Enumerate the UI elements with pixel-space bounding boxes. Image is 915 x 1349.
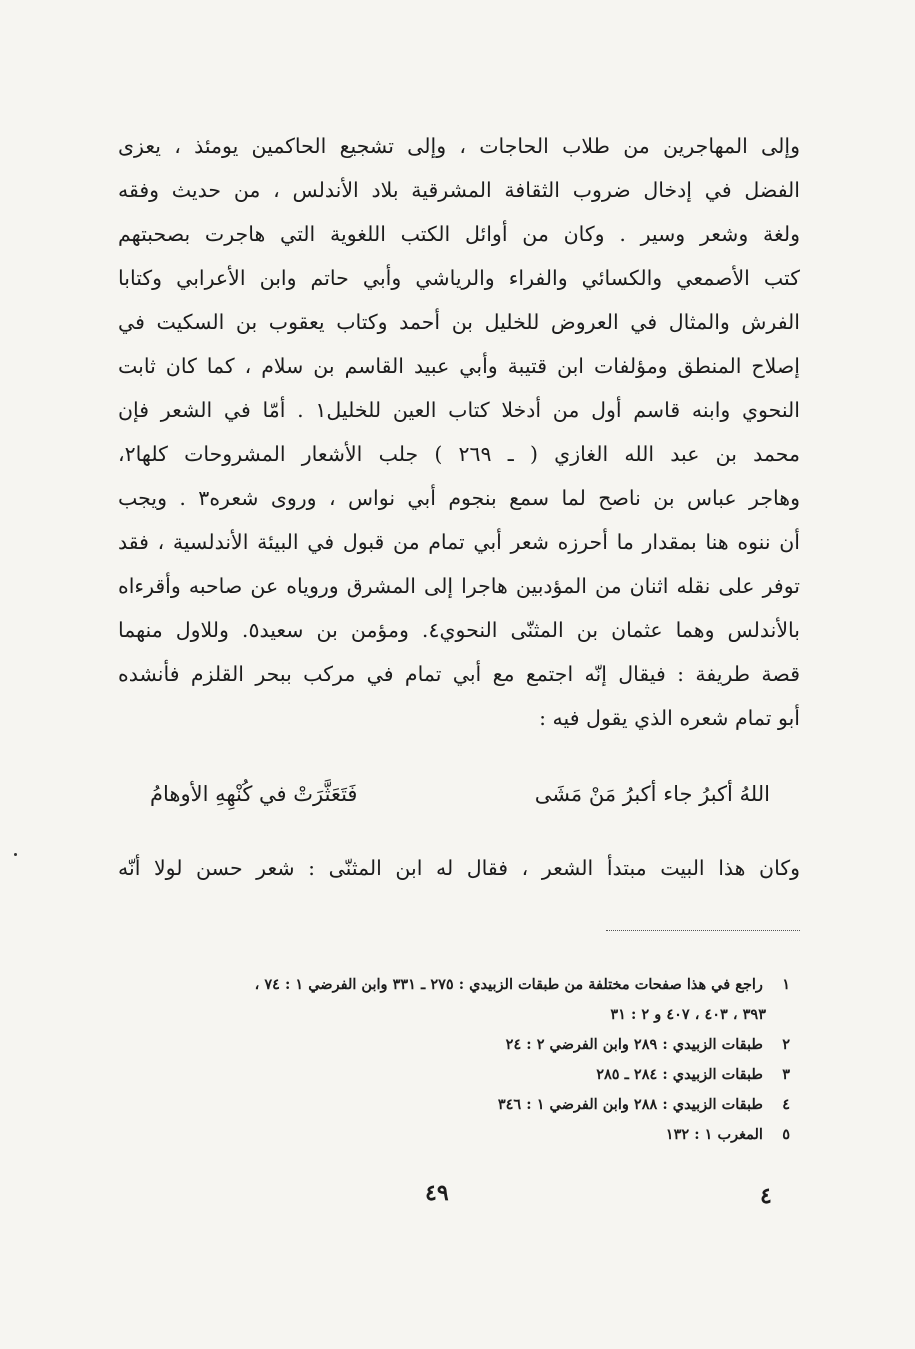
footnote-text: طبقات الزبيدي : ٢٨٩ وابن الفرضي ٢ : ٢٤ xyxy=(505,1036,763,1053)
text-line-11: توفر على نقله اثنان من المؤدبين هاجرا إلى المشرق وروياه عن صاحبه وأقرءاه xyxy=(118,574,800,598)
text-line-7: النحوي وابنه قاسم أول من أدخلا كتاب العين للخليل١ . أمّا في الشعر فإن xyxy=(118,398,800,422)
text-line-13: قصة طريفة : فيقال إنّه اجتمع مع أبي تمام في مركب ببحر القلزم فأنشده xyxy=(118,662,800,686)
main-text xyxy=(118,124,800,740)
footnote-text: ٣٩٣ ، ٤٠٣ ، ٤٠٧ و ٢ : ٣١ xyxy=(610,1006,766,1023)
text-line-8: محمد بن عبد الله الغازي ( ـ ٢٦٩ ) جلب الأشعار المشروحات كلها٢، xyxy=(118,442,800,466)
text-line-3: ولغة وشعر وسير . وكان من أوائل الكتب اللغوية التي هاجرت بصحبتهم xyxy=(118,222,800,246)
footnote-number: ٤ xyxy=(782,1096,790,1113)
text-line-1: وإلى المهاجرين من طلاب الحاجات ، وإلى تشجيع الحاكمين يومئذ ، يعزى xyxy=(118,134,800,158)
verse-first-hemistich: اللهُ أكبرُ جاء أكبرُ مَنْ مَشَى xyxy=(534,782,770,806)
text-line-14: أبو تمام شعره الذي يقول فيه : xyxy=(539,706,800,730)
footnote-text: طبقات الزبيدي : ٢٨٨ وابن الفرضي ١ : ٣٤٦ xyxy=(497,1096,763,1113)
footnotes xyxy=(254,970,790,1150)
footnote-3 xyxy=(380,1060,790,1090)
footnote-number: ٣ xyxy=(782,1066,790,1083)
text-line-6: إصلاح المنطق ومؤلفات ابن قتيبة وأبي عبيد القاسم بن سلام ، كما كان ثابت xyxy=(118,354,800,378)
footnote-number: ٢ xyxy=(782,1036,790,1053)
footnote-divider xyxy=(606,930,800,931)
footnote-1 xyxy=(254,970,790,1000)
footnote-text: طبقات الزبيدي : ٢٨٤ ـ ٢٨٥ xyxy=(596,1066,763,1083)
page-number: ٤٩ xyxy=(425,1180,449,1206)
poetry-verse xyxy=(150,770,770,818)
text-line-2: الفضل في إدخال ضروب الثقافة المشرقية بلاد الأندلس ، من حديث وفقه xyxy=(118,178,800,202)
footnote-4 xyxy=(380,1090,790,1120)
verse-second-hemistich: فَتَعَثَّرَتْ في كُنْهِهِ الأوهامُ xyxy=(150,782,358,806)
scan-speck xyxy=(14,853,17,856)
footnote-2 xyxy=(380,1030,790,1060)
text-line-after-verse: وكان هذا البيت مبتدأ الشعر ، فقال له ابن المثنّى : شعر حسن لولا أنّه xyxy=(118,856,800,880)
footnote-5 xyxy=(380,1120,790,1150)
text-line-4: كتب الأصمعي والكسائي والفراء والرياشي وأبي حاتم وابن الأعرابي وكتابا xyxy=(118,266,800,290)
text-line-10: أن ننوه هنا بمقدار ما أحرزه شعر أبي تمام من قبول في البيئة الأندلسية ، فقد xyxy=(118,530,800,554)
text-line-9: وهاجر عباس بن ناصح لما سمع بنجوم أبي نواس ، وروى شعره٣ . ويجب xyxy=(118,486,800,510)
text-line-12: بالأندلس وهما عثمان بن المثنّى النحوي٤. ومؤمن بن سعيد٥. وللاول منهما xyxy=(118,618,800,642)
footnote-number: ٥ xyxy=(782,1126,790,1143)
signature-number: ٤ xyxy=(760,1183,772,1209)
footnote-text: المغرب ١ : ١٣٢ xyxy=(665,1126,763,1143)
footnote-text: راجع في هذا صفحات مختلفة من طبقات الزبيدي : ٢٧٥ ـ ٣٣١ وابن الفرضي ١ : ٧٤ ، xyxy=(254,976,763,993)
after-verse-text xyxy=(118,846,800,890)
footnote-number: ١ xyxy=(782,976,790,993)
footnote-1-continuation xyxy=(380,1000,790,1030)
text-line-5: الفرش والمثال في العروض للخليل بن أحمد وكتاب يعقوب بن السكيت في xyxy=(118,310,800,334)
